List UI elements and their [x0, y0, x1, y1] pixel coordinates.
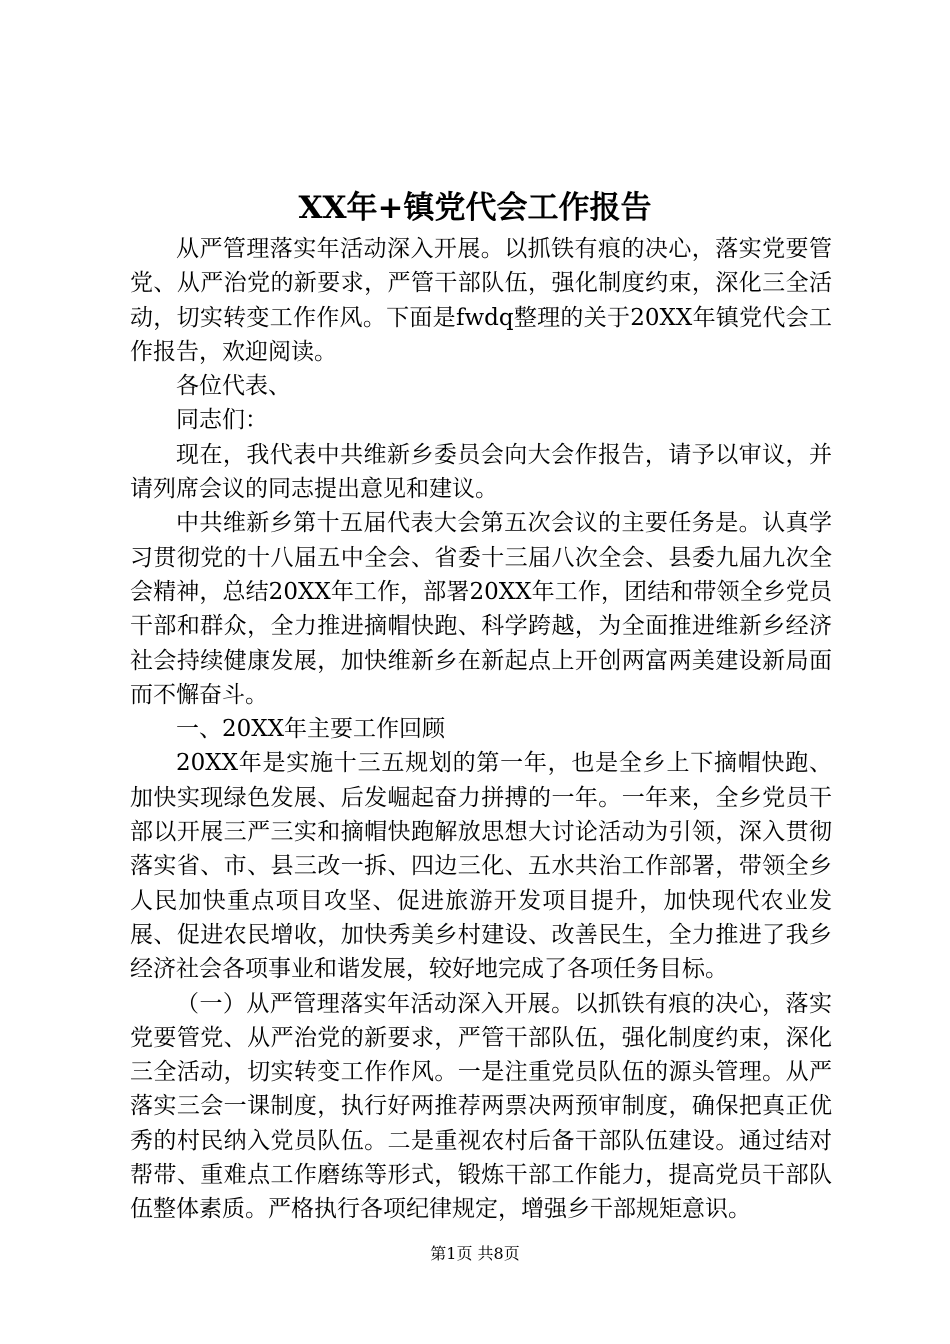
paragraph-salutation-delegates: 各位代表、 — [176, 373, 291, 400]
paragraph-year-review: 20XX年是实施十三五规划的第一年，也是全乡上下摘帽快跑、加快实现绿色发展、后发崛起奋力拼搏的一年。一年来，全乡党员干部以开展三严三实和摘帽快跑解放思想大讨论活动为引领，深入贯彻落实省、市、县三改一拆、四边三化、五水共治工作部署，带领全乡人民加快重点项目攻坚、促进旅游开发项目提升，加快现代农业发展、促进农民增收，加快秀美乡村建设、改善民生，全力推进了我乡经济社会各项事业和谐发展，较好地完成了各项任务目标。 — [130, 750, 832, 983]
paragraph-subsection-1: （一）从严管理落实年活动深入开展。以抓铁有痕的决心，落实党要管党、从严治党的新要求，严管干部队伍，强化制度约束，深化三全活动，切实转变工作作风。一是注重党员队伍的源头管理。从严落实三会一课制度，执行好两推荐两票决两预审制度，确保把真正优秀的村民纳入党员队伍。二是重视农村后备干部队伍建设。通过结对帮带、重难点工作磨练等形式，锻炼干部工作能力，提高党员干部队伍整体素质。严格执行各项纪律规定，增强乡干部规矩意识。 — [130, 990, 832, 1223]
document-title: XX年+镇党代会工作报告 — [298, 190, 652, 226]
paragraph-opening: 现在，我代表中共维新乡委员会向大会作报告，请予以审议，并请列席会议的同志提出意见和建议。 — [130, 441, 832, 503]
paragraph-main-tasks: 中共维新乡第十五届代表大会第五次会议的主要任务是。认真学习贯彻党的十八届五中全会、省委十三届八次全会、县委九届九次全会精神，总结20XX年工作，部署20XX年工作，团结和带领全乡党员干部和群众，全力推进摘帽快跑、科学跨越，为全面推进维新乡经济社会持续健康发展，加快维新乡在新起点上开创两富两美建设新局面而不懈奋斗。 — [130, 510, 832, 708]
document-body — [130, 232, 832, 1227]
section-heading-review: 一、20XX年主要工作回顾 — [176, 716, 446, 743]
paragraph-salutation-comrades: 同志们： — [176, 407, 268, 434]
page-footer: 第1页 共8页 — [430, 1244, 520, 1263]
paragraph-intro: 从严管理落实年活动深入开展。以抓铁有痕的决心，落实党要管党、从严治党的新要求，严管干部队伍，强化制度约束，深化三全活动，切实转变工作作风。下面是fwdq整理的关于20XX年镇党代会工作报告，欢迎阅读。 — [130, 236, 832, 365]
